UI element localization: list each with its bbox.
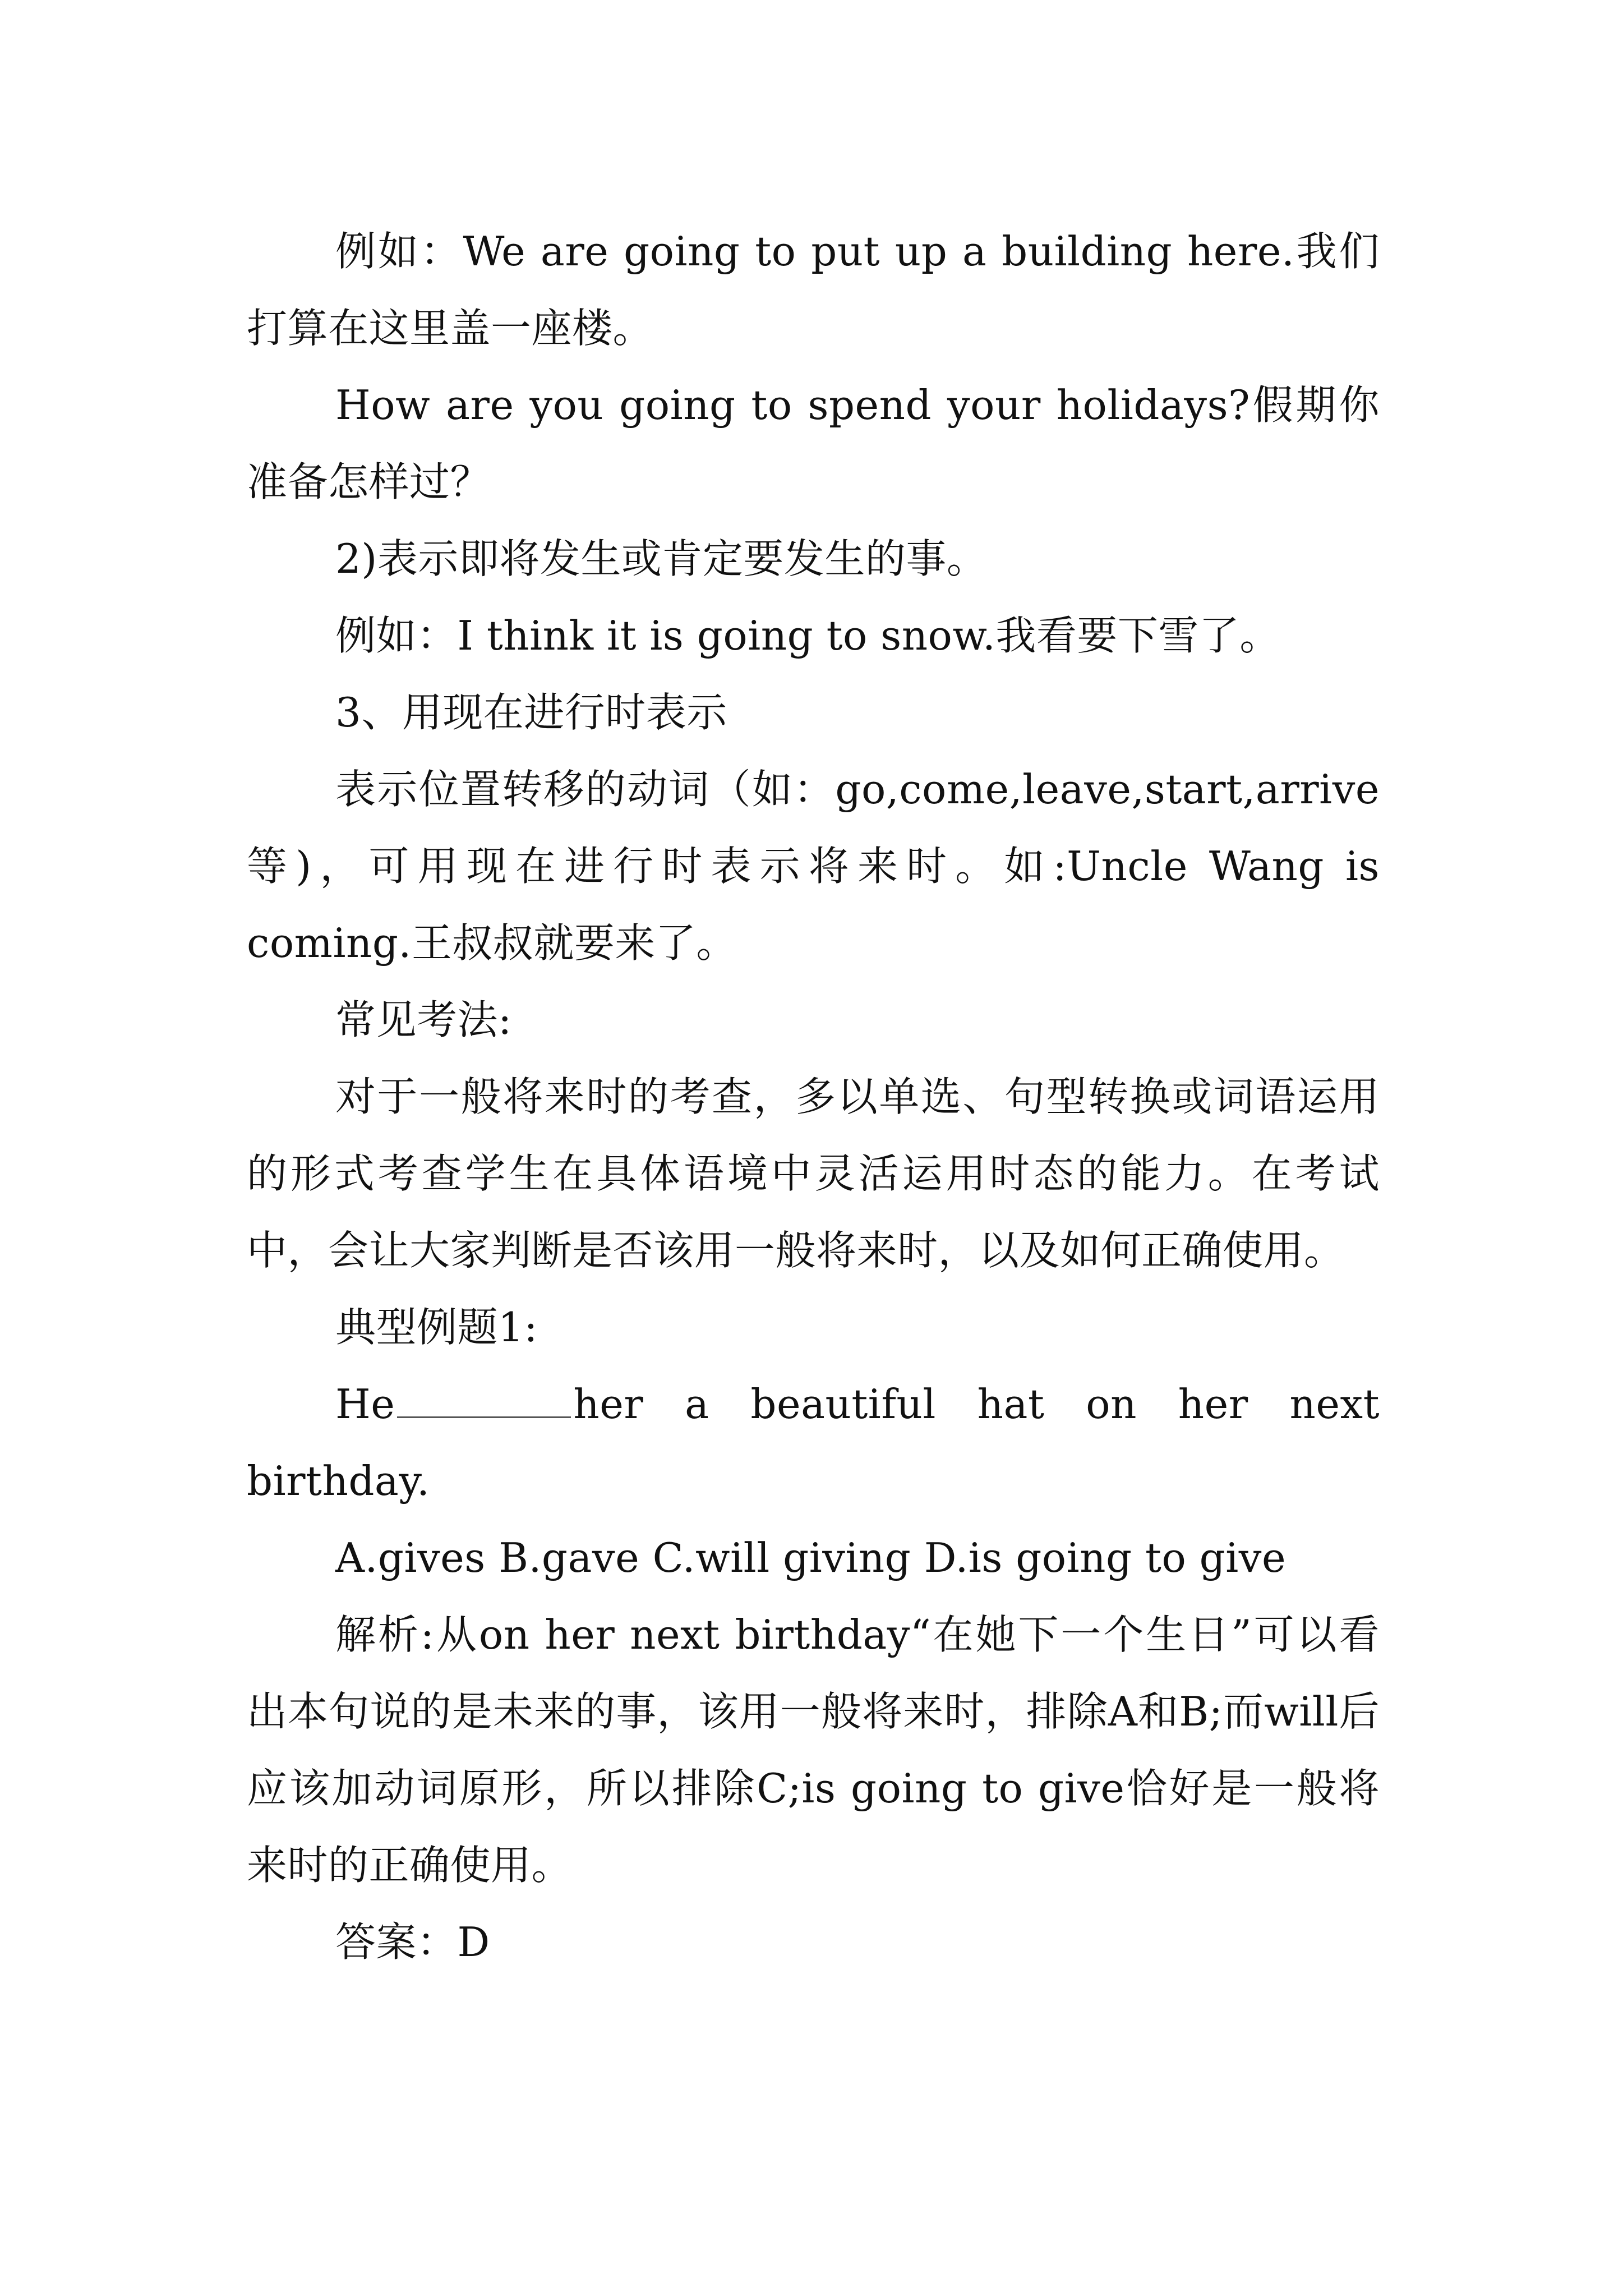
usage-point-2: 2)表示即将发生或肯定要发生的事。 bbox=[335, 535, 988, 582]
answer-blank bbox=[397, 1384, 571, 1418]
document-body bbox=[247, 213, 1380, 1981]
progressive-usage-paragraph: 表示位置转移的动词（如：go,come,leave,start,arrive等)，可用现在进行时表示将来时。如:Uncle Wang is coming.王叔叔就要来了。 bbox=[247, 766, 1380, 967]
test-method-paragraph: 对于一般将来时的考查，多以单选、句型转换或词语运用的形式考查学生在具体语境中灵活运用时态的能力。在考试中，会让大家判断是否该用一般将来时，以及如何正确使用。 bbox=[247, 1073, 1380, 1274]
example-sentence-1: 例如：We are going to put up a building here.我们打算在这里盖一座楼。 bbox=[247, 228, 1380, 352]
section-heading-3: 3、用现在进行时表示 bbox=[335, 689, 727, 736]
question-stem-after: her a beautiful hat on her next birthday. bbox=[247, 1381, 1380, 1504]
question-stem bbox=[247, 1366, 1380, 1520]
question-stem-before: He bbox=[335, 1381, 395, 1428]
question-options: A.gives B.gave C.will giving D.is going to give bbox=[335, 1534, 1287, 1581]
example-sentence-2: How are you going to spend your holidays?假期你准备怎样过？ bbox=[247, 381, 1380, 505]
common-test-heading: 常见考法: bbox=[335, 996, 512, 1043]
example-question-heading: 典型例题1: bbox=[335, 1304, 538, 1351]
analysis-paragraph: 解析:从on her next birthday“在她下一个生日”可以看出本句说的是未来的事，该用一般将来时，排除A和B;而will后应该加动词原形，所以排除C;is going to give恰好是一般将来时的正确使用。 bbox=[247, 1611, 1380, 1889]
example-sentence-3: 例如：I think it is going to snow.我看要下雪了。 bbox=[335, 612, 1280, 659]
answer-line: 答案：D bbox=[335, 1918, 490, 1966]
